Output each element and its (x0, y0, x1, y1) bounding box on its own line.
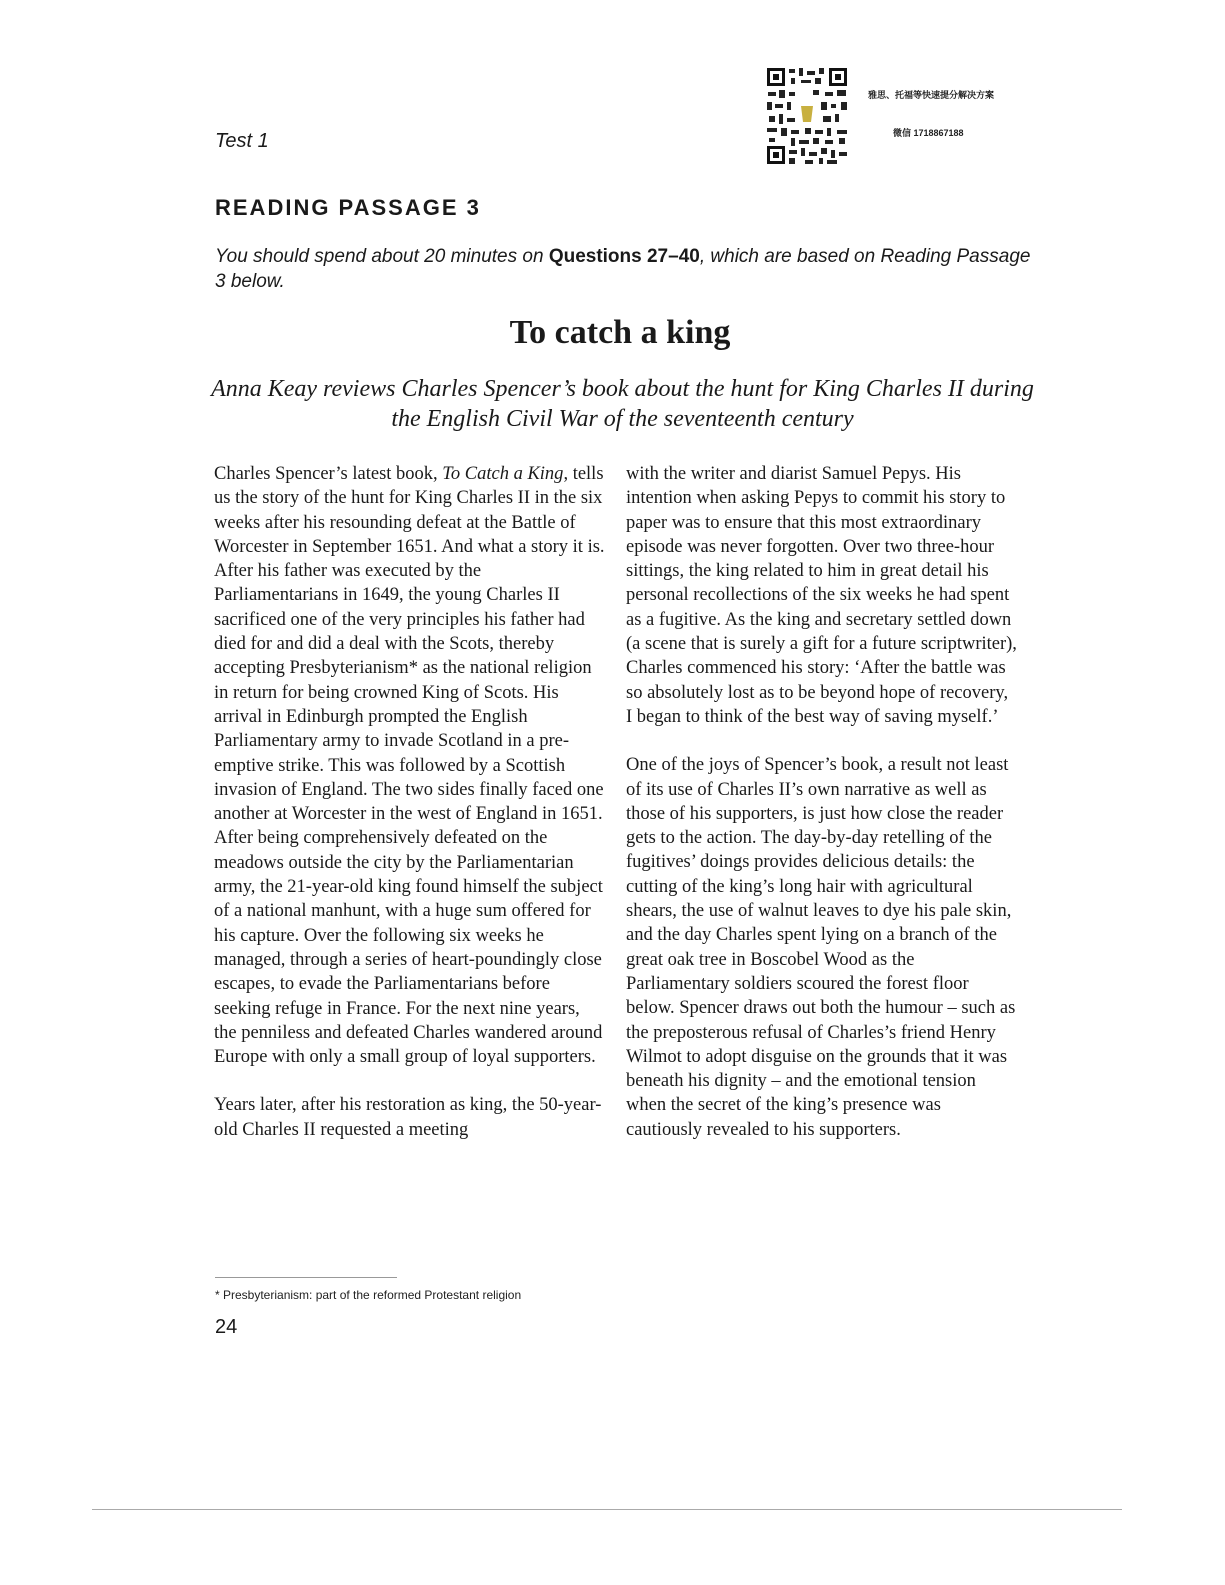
page-number: 24 (215, 1316, 238, 1338)
passage-subtitle: Anna Keay reviews Charles Spencer’s book about the hunt for King Charles II during the English Civil War of the seventeenth century (211, 376, 1034, 432)
paragraph-2-start: Years later, after his restoration as king, the 50-year-old Charles II requested a meeting (214, 1095, 602, 1140)
paragraph-1 (214, 462, 606, 1069)
paragraph-1-body: , tells us the story of the hunt for King Charles II in the six weeks after his resounding defeat at the Battle of Worcester in September 1651. And what a story it is. After his father was executed by the Parliamentarians in 1649, the young Charles II sacrificed one of the very principles his father had died for and did a deal with the Scots, thereby accepting Presbyterianism* as the national religion in return for being crowned King of Scots. His arrival in Edinburgh prompted the English Parliamentary army to invade Scotland in a pre-emptive strike. This was followed by a Scottish invasion of England. The two sides finally faced one another at Worcester in the west of England in 1651. After being comprehensively defeated on the meadows outside the city by the Parliamentarian army, the 21-year-old king found himself the subject of a national manhunt, with a huge sum offered for his capture. Over the following six weeks he managed, through a series of heart-poundingly close escapes, to evade the Parliamentarians before seeking refuge in France. For the next nine years, the penniless and defeated Charles wandered around Europe with only a small group of loyal supporters. (214, 464, 605, 1068)
footnote: * Presbyterianism: part of the reformed Protestant religion (215, 1288, 522, 1302)
passage-column-left (214, 462, 606, 1166)
qr-caption-line-2: 微信 1718867188 (893, 128, 964, 138)
passage-column-right (626, 462, 1018, 1166)
footnote-divider (215, 1277, 397, 1278)
qr-caption-line-1: 雅思、托福等快速提分解决方案 (868, 90, 995, 100)
passage-title: To catch a king (509, 314, 731, 351)
paragraph-3: One of the joys of Spencer’s book, a result not least of its use of Charles II’s own narrative as well as those of his supporters, is just how close the reader gets to the action. The day-by-day retelling of the fugitives’ doings provides delicious details: the cutting of the king’s long hair with agricultural shears, the use of walnut leaves to dye his pale skin, and the day Charles spent lying on a branch of the great oak tree in Boscobel Wood as the Parliamentary soldiers scoured the forest floor below. Spencer draws out both the humour – such as the preposterous refusal of Charles’s friend Henry Wilmot to adopt disguise on the grounds that it was beneath his dignity – and the emotional tension when the secret of the king’s presence was cautiously revealed to his supporters. (626, 755, 1016, 1140)
qr-code-icon (765, 66, 849, 166)
instructions (215, 244, 1035, 294)
test-label: Test 1 (215, 130, 269, 152)
instructions-questions: Questions 27–40 (548, 246, 700, 267)
paragraph-2-end: with the writer and diarist Samuel Pepys. His intention when asking Pepys to commit his story to paper was to ensure that this most extraordinary episode was never forgotten. Over two three-hour sittings, the king related to him in great detail his personal recollections of the six weeks he had spent as a fugitive. As the king and secretary settled down (a scene that is surely a gift for a future scriptwriter), Charles commenced his story: ‘After the battle was so absolutely lost as to be beyond hope of recovery, I began to think of the best way of saving myself.’ (626, 464, 1017, 727)
instructions-pre: You should spend about 20 minutes on (215, 246, 549, 267)
instructions-post: , which are based on Reading Passage 3 below. (215, 246, 1031, 292)
book-title: To Catch a King (442, 464, 564, 484)
section-title: READING PASSAGE 3 (215, 195, 481, 220)
page-bottom-divider (92, 1509, 1122, 1510)
paragraph-1-start: Charles Spencer’s latest book, (214, 464, 443, 484)
